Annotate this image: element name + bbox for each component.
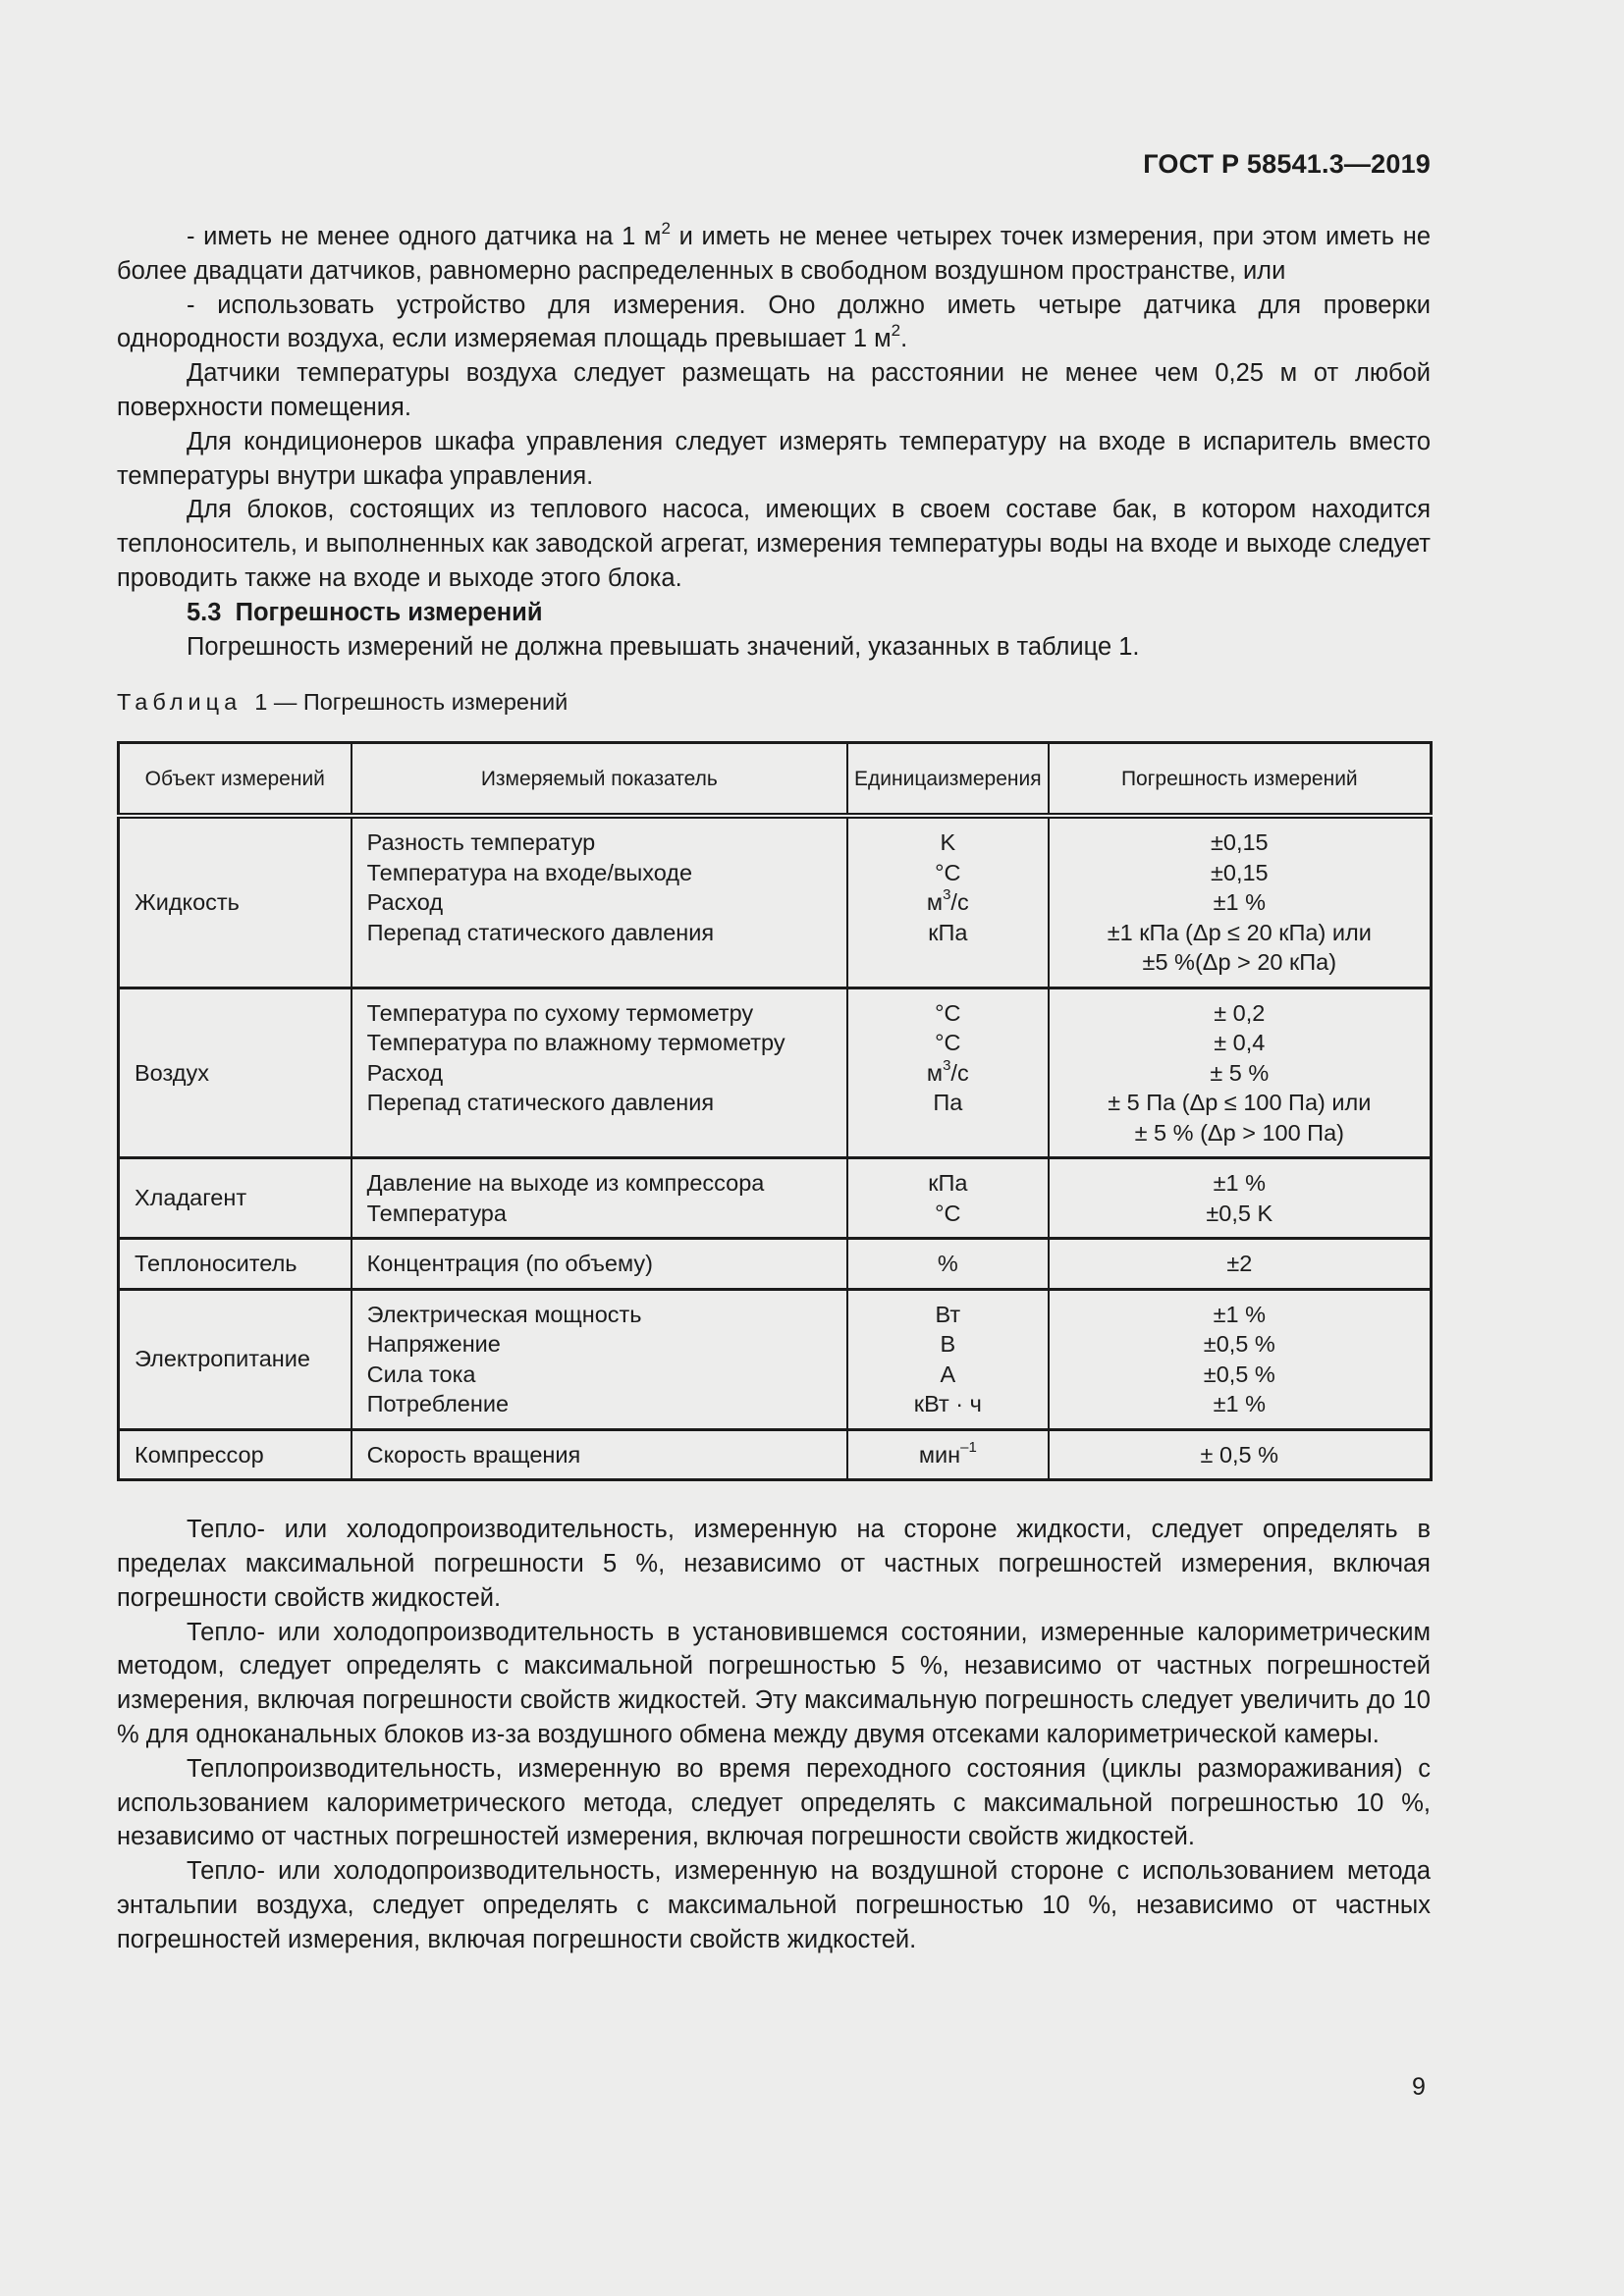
indicator-cell: Температура по сухому термометру Температура по влажному термометру Расход Перепад статического давления xyxy=(352,988,847,1158)
object-cell: Жидкость xyxy=(119,816,352,988)
error-cell: ±1 % ±0,5 K xyxy=(1049,1158,1432,1239)
indicator-cell: Разность температур Температура на входе/выходе Расход Перепад статического давления xyxy=(352,816,847,988)
document-header: ГОСТ Р 58541.3—2019 xyxy=(1143,149,1431,179)
measurement-error-table xyxy=(117,741,1433,1481)
indicator-cell: Концентрация (по объему) xyxy=(352,1239,847,1290)
table-row xyxy=(119,1239,1432,1290)
paragraph-transient-capacity: Теплопроизводительность, измеренную во время переходного состояния (циклы размораживания) с использованием калориметрического метода, следует определять с максимальной погрешностью 10 %, независимо от частных погрешностей измерения, включая погрешности свойств жидкостей. xyxy=(117,1754,1431,1851)
table-row xyxy=(119,1158,1432,1239)
table-row xyxy=(119,816,1432,988)
unit-cell: кПа °C xyxy=(847,1158,1049,1239)
section-text: Погрешность измерений не должна превышать значений, указанных в таблице 1. xyxy=(187,632,1140,661)
paragraph-liquid-side-capacity: Тепло- или холодопроизводительность, измеренную на стороне жидкости, следует определять в пределах максимальной погрешности 5 %, независимо от частных погрешностей измерения, включая погрешности свойств жидкостей. xyxy=(117,1516,1431,1612)
page-content xyxy=(117,220,1431,1957)
table-row xyxy=(119,988,1432,1158)
error-cell: ±1 % ±0,5 % ±0,5 % ±1 % xyxy=(1049,1289,1432,1429)
indicator-cell: Давление на выходе из компрессора Температура xyxy=(352,1158,847,1239)
paragraph-measuring-device: - использовать устройство для измерения. Оно должно иметь четыре датчика для проверки однородности воздуха, если измеряемая площадь превышает 1 $м^2$. xyxy=(117,291,1431,353)
object-cell: Электропитание xyxy=(119,1289,352,1429)
unit-cell: Вт В А кВт · ч xyxy=(847,1289,1049,1429)
unit-cell: K °C $м^3/с$ кПа xyxy=(847,816,1049,988)
object-cell: Компрессор xyxy=(119,1429,352,1480)
object-cell: Теплоноситель xyxy=(119,1239,352,1290)
table-header-row xyxy=(119,743,1432,817)
table-caption: Таблица 1 — Погрешность измерений xyxy=(117,689,568,716)
paragraph-cabinet-conditioners: Для кондиционеров шкафа управления следует измерять температуру на входе в испаритель вместо температуры внутри шкафа управления. xyxy=(117,427,1431,490)
object-cell: Воздух xyxy=(119,988,352,1158)
header-error: Погрешность измерений xyxy=(1049,743,1432,817)
paragraph-sensors-density: - иметь не менее одного датчика на 1 $м^2$ и иметь не менее четырех точек измерения, при этом иметь не более двадцати датчиков, равномерно распределенных в свободном воздушном пространстве, или xyxy=(117,219,1432,285)
paragraph-heat-pump-blocks: Для блоков, состоящих из теплового насоса, имеющих в своем составе бак, в котором находится теплоноситель, и выполненных как заводской агрегат, измерения температуры воды на входе и выходе следует проводить также на входе и выходе этого блока. xyxy=(117,496,1431,592)
post-table-text xyxy=(117,1513,1431,1956)
table-row xyxy=(119,1429,1432,1480)
unit-cell: °C °C $м^3/с$ Па xyxy=(847,988,1049,1158)
error-cell: ±2 xyxy=(1049,1239,1432,1290)
unit-cell: мин$^{-1}$ xyxy=(847,1429,1049,1480)
section-heading: 5.3 Погрешность измерений xyxy=(187,598,543,626)
table-row xyxy=(119,1289,1432,1429)
error-cell: ±0,15 ±0,15 ±1 % ±1 кПа (Δp ≤ 20 кПа) или ±5 %(Δp > 20 кПа) xyxy=(1049,816,1432,988)
paragraph-steady-state-capacity: Тепло- или холодопроизводительность в установившемся состоянии, измеренные калориметрическим методом, следует определять с максимальной погрешностью 5 %, независимо от частных погрешностей измерения, включая погрешности свойств жидкостей. Эту максимальную погрешность следует увеличить до 10 % для одноканальных блоков из-за воздушного обмена между двумя отсеками калориметрической камеры. xyxy=(117,1618,1431,1748)
paragraph-air-enthalpy-capacity: Тепло- или холодопроизводительность, измеренную на воздушной стороне с использованием метода энтальпии воздуха, следует определять с максимальной погрешностью 10 %, независимо от частных погрешностей измерения, включая погрешности свойств жидкостей. xyxy=(117,1857,1431,1953)
error-cell: ± 0,2 ± 0,4 ± 5 % ± 5 Па (Δp ≤ 100 Па) или ± 5 % (Δp > 100 Па) xyxy=(1049,988,1432,1158)
indicator-cell: Скорость вращения xyxy=(352,1429,847,1480)
object-cell: Хладагент xyxy=(119,1158,352,1239)
paragraph-sensor-placement: Датчики температуры воздуха следует размещать на расстоянии не менее чем 0,25 м от любой поверхности помещения. xyxy=(117,359,1431,421)
header-unit: Единицаизмерения xyxy=(847,743,1049,817)
error-cell: ± 0,5 % xyxy=(1049,1429,1432,1480)
page-number: 9 xyxy=(1412,2073,1426,2101)
header-object: Объект измерений xyxy=(119,743,352,817)
indicator-cell: Электрическая мощность Напряжение Сила тока Потребление xyxy=(352,1289,847,1429)
unit-cell: % xyxy=(847,1239,1049,1290)
header-indicator: Измеряемый показатель xyxy=(352,743,847,817)
